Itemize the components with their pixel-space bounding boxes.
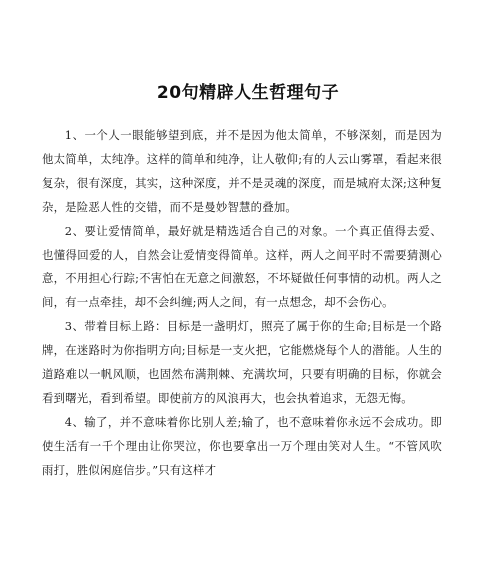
paragraph-3: 3、带着目标上路：目标是一盏明灯，照亮了属于你的生命;目标是一个路牌，在迷路时为你指明方向;目标是一支火把，它能燃烧每个人的潜能。人生的道路难以一帆风顺，也固然布满荆棘、充满坎坷，只要有明确的目标，你就会看到曙光，看到希望。即使前方的风浪再大，也会执着追求，无怨无悔。 [42, 319, 442, 405]
paragraph-1: 1、一个人一眼能够望到底，并不是因为他太简单，不够深刻，而是因为他太简单，太纯净。这样的简单和纯净，让人敬仰;有的人云山雾罩，看起来很复杂，很有深度，其实，这种深度，并不是灵魂的深度，而是城府太深;这种复杂，是险恶人性的交错，而不是曼妙智慧的叠加。 [42, 128, 442, 214]
document-body [42, 124, 442, 483]
paragraph-2: 2、要让爱情简单，最好就是精选适合自己的对象。一个真正值得去爱、也懂得回爱的人，自然会让爱情变得简单。这样，两人之间平时不需要猜测心意，不用担心行踪;不害怕在无意之间激怒，不坏疑做任何事情的动机。两人之间，有一点牵挂，却不会纠缠;两人之间，有一点想念，却不会伤心。 [42, 223, 442, 310]
paragraph-4: 4、输了，并不意味着你比别人差;输了，也不意味着你永远不会成功。即使生活有一千个理由让你哭泣，你也要拿出一万个理由笑对人生。“不管风吹雨打，胜似闲庭信步。”只有这样才 [42, 414, 442, 477]
document-title: 20句精辟人生哲理句子 [156, 83, 340, 103]
